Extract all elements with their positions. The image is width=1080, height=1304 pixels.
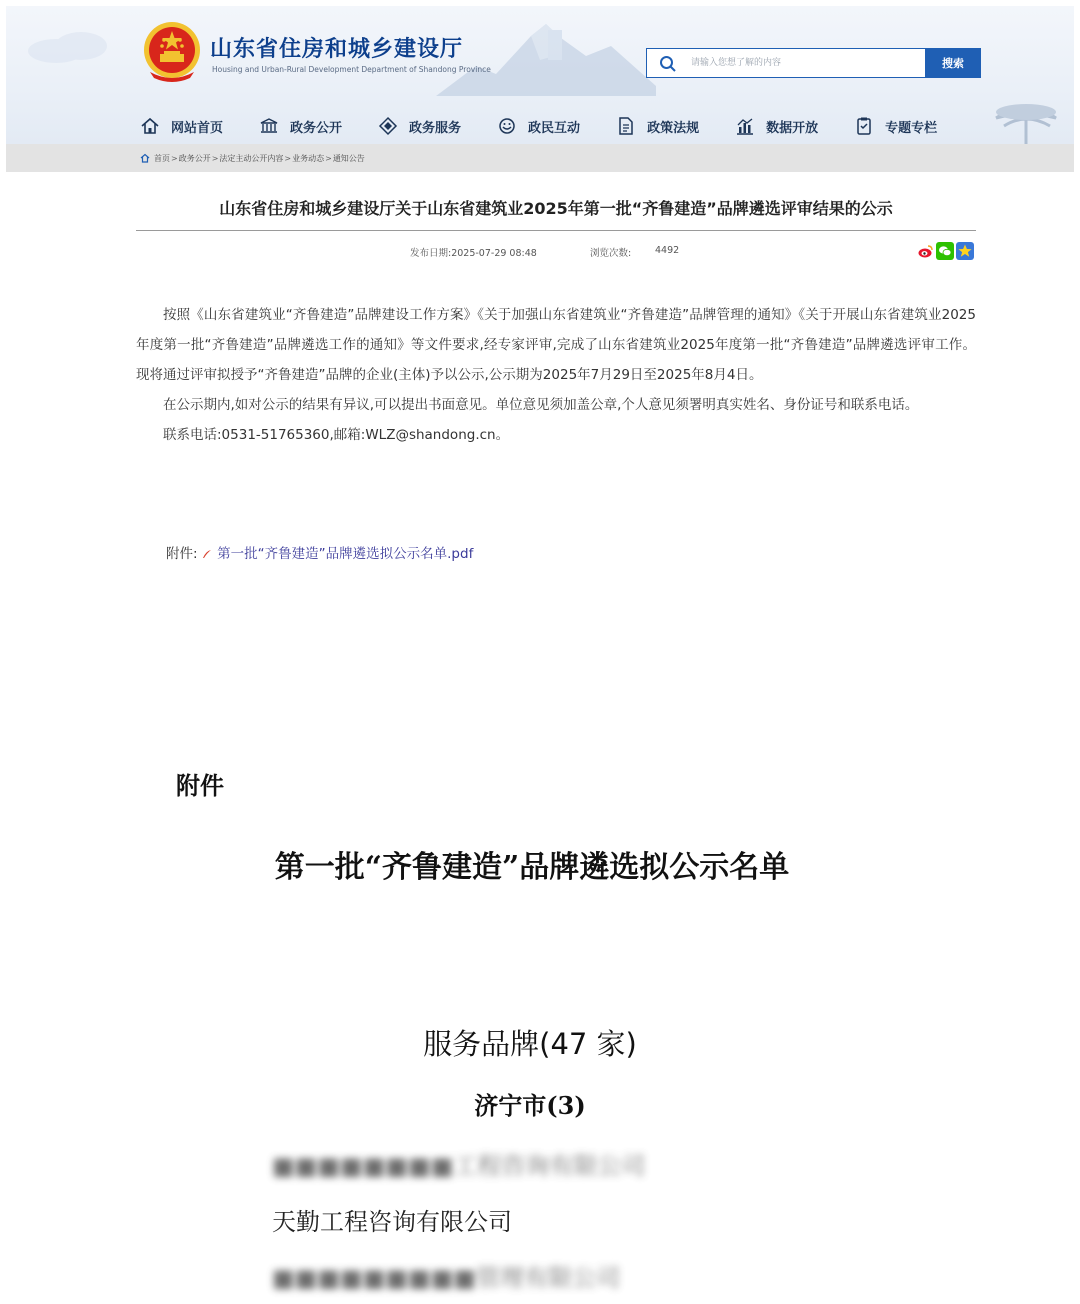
breadcrumb-statutory-content[interactable]: 法定主动公开内容 bbox=[219, 153, 284, 163]
share-wechat-button[interactable] bbox=[936, 242, 954, 260]
clipboard-icon bbox=[854, 116, 874, 136]
company-name: 天勤工程咨询有限公司 bbox=[272, 1208, 512, 1236]
favorite-button[interactable] bbox=[956, 242, 974, 260]
company-name-blurred: ■■■■■■■■■管理有限公司 bbox=[272, 1264, 621, 1292]
document-icon bbox=[616, 116, 636, 136]
article-title: 山东省住房和城乡建设厅关于山东省建筑业2025年第一批“齐鲁建造”品牌遴选评审结果的公示 bbox=[219, 199, 893, 218]
publish-date: 发布日期:2025-07-29 08:48 bbox=[410, 248, 537, 259]
breadcrumb bbox=[6, 144, 1074, 172]
cloud-illustration bbox=[26, 26, 116, 66]
breadcrumb-separator: > bbox=[325, 153, 332, 163]
appendix-heading: 附件 bbox=[176, 771, 224, 800]
chart-icon bbox=[735, 116, 755, 136]
nav-item-public-interaction[interactable] bbox=[497, 114, 580, 138]
section-heading: 服务品牌(47 家) bbox=[423, 1027, 637, 1061]
interaction-icon bbox=[497, 116, 517, 136]
title-divider bbox=[136, 230, 976, 231]
favorite-star-icon bbox=[957, 243, 973, 259]
service-diamond-icon bbox=[378, 116, 398, 136]
attachment-pdf-link[interactable]: 第一批“齐鲁建造”品牌遴选拟公示名单.pdf bbox=[217, 546, 474, 562]
site-subtitle-english: Housing and Urban-Rural Development Department of Shandong Province bbox=[212, 65, 491, 74]
breadcrumb-home[interactable]: 首页 bbox=[154, 153, 170, 163]
nav-item-label: 政务服务 bbox=[409, 120, 462, 136]
site-title: 山东省住房和城乡建设厅 bbox=[210, 37, 464, 62]
mountain-illustration bbox=[436, 16, 656, 96]
share-buttons bbox=[914, 242, 974, 260]
national-emblem-icon bbox=[140, 20, 204, 84]
attachment-label: 附件: bbox=[166, 546, 198, 562]
search-input[interactable] bbox=[691, 53, 921, 73]
pdf-file-icon bbox=[202, 547, 212, 559]
main-navigation bbox=[140, 114, 973, 138]
nav-item-label: 政策法规 bbox=[647, 120, 700, 136]
search-button[interactable]: 搜索 bbox=[925, 48, 981, 78]
nav-item-government-services[interactable] bbox=[378, 114, 461, 138]
nav-item-label: 政务公开 bbox=[290, 120, 343, 136]
article-paragraph: 在公示期内,如对公示的结果有异议,可以提出书面意见。单位意见须加盖公章,个人意见须署明真实姓名、身份证号和联系电话。 bbox=[163, 397, 919, 413]
breadcrumb-government-affairs[interactable]: 政务公开 bbox=[178, 153, 211, 163]
search-icon bbox=[659, 55, 677, 73]
nav-item-home[interactable] bbox=[140, 114, 223, 138]
breadcrumb-business-news[interactable]: 业务动态 bbox=[292, 153, 325, 163]
search-box bbox=[646, 48, 981, 78]
breadcrumb-separator: > bbox=[211, 153, 219, 163]
view-count: 4492 bbox=[655, 245, 680, 256]
breadcrumb-separator: > bbox=[284, 153, 292, 163]
nav-item-label: 网站首页 bbox=[171, 120, 224, 136]
breadcrumb-notices[interactable]: 通知公告 bbox=[332, 153, 365, 163]
article-paragraph: 按照《山东省建筑业“齐鲁建造”品牌建设工作方案》《关于加强山东省建筑业“齐鲁建造”品牌管理的通知》《关于开展山东省建筑业2025年度第一批“齐鲁建造”品牌遴选工作的通知》等文件要求,经专家评审,完成了山东省建筑业2025年度第一批“齐鲁建造”品牌遴选评审工作。现将通过评审拟授予“齐鲁建造”品牌的企业(主体)予以公示,公示期为2025年7月29日至2025年8月4日。 bbox=[136, 307, 976, 383]
attachment-row bbox=[166, 542, 473, 562]
home-icon bbox=[140, 153, 150, 163]
nav-item-label: 数据开放 bbox=[766, 120, 819, 136]
weibo-icon bbox=[917, 243, 933, 259]
city-heading: 济宁市(3) bbox=[474, 1091, 586, 1120]
article-body bbox=[136, 300, 976, 450]
nav-item-special-topics[interactable] bbox=[854, 114, 937, 138]
pine-tree-illustration bbox=[986, 98, 1066, 144]
nav-item-government-affairs[interactable] bbox=[259, 114, 342, 138]
wechat-icon bbox=[937, 243, 953, 259]
home-icon bbox=[140, 116, 160, 136]
nav-item-label: 专题专栏 bbox=[885, 120, 938, 136]
company-name-blurred: ■■■■■■■■工程咨询有限公司 bbox=[272, 1152, 646, 1180]
breadcrumb-separator: > bbox=[171, 153, 178, 163]
document-title: 第一批“齐鲁建造”品牌遴选拟公示名单 bbox=[274, 850, 790, 885]
nav-item-policies-regulations[interactable] bbox=[616, 114, 699, 138]
government-building-icon bbox=[259, 116, 279, 136]
share-weibo-button[interactable] bbox=[916, 242, 934, 260]
nav-item-label: 政民互动 bbox=[528, 120, 581, 136]
nav-item-open-data[interactable] bbox=[735, 114, 818, 138]
view-count-label: 浏览次数: bbox=[590, 248, 632, 259]
contact-info: 联系电话:0531-51765360,邮箱:WLZ@shandong.cn。 bbox=[163, 427, 510, 443]
